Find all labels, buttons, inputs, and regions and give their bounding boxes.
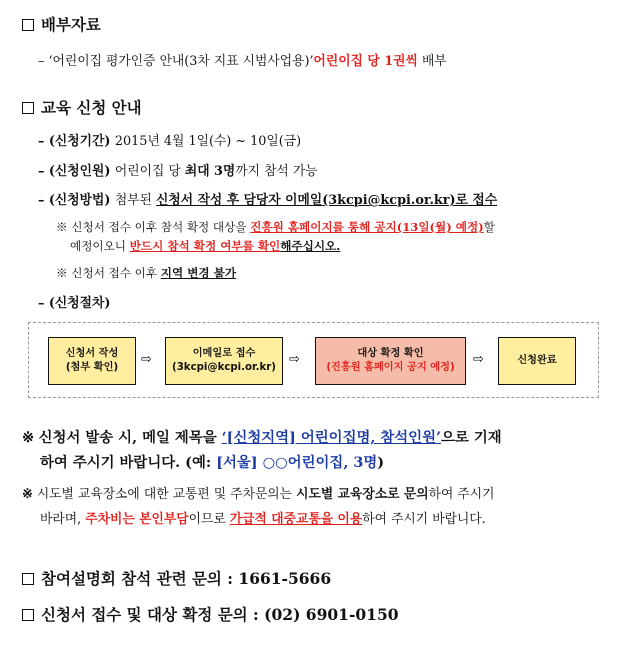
contact-briefing: 참여설명회 참석 관련 문의 : 1661-5666: [22, 567, 331, 589]
notice-mail-subject-cont: 하여 주시기 바랍니다. (예: [서울] ○○어린이집, 3명): [40, 454, 385, 471]
apply-procedure: – (신청절차): [38, 296, 111, 311]
right-arrow-icon: ⇨: [473, 352, 484, 367]
apply-method: – (신청방법) 첨부된 신청서 작성 후 담당자 이메일(3kcpi@kcpi.or.kr)로 접수: [38, 193, 498, 208]
section-heading-distribution: 배부자료: [22, 13, 101, 35]
checkbox-square-icon: [22, 573, 34, 585]
checkbox-square-icon: [22, 609, 34, 621]
checkbox-square-icon: [22, 102, 34, 114]
right-arrow-icon: ⇨: [141, 352, 152, 367]
apply-people: – (신청인원) 어린이집 당 최대 3명까지 참석 가능: [38, 164, 318, 179]
notice-parking-cont: 바라며, 주차비는 본인부담이므로 가급적 대중교통을 이용하여 주시기 바랍니다.: [40, 512, 486, 527]
note-announcement-cont: 예정이오니 반드시 참석 확정 여부를 확인해주십시오.: [70, 239, 341, 253]
flow-step-write: 신청서 작성 (첨부 확인): [48, 337, 136, 385]
section-heading-education: 교육 신청 안내: [22, 96, 142, 118]
checkbox-square-icon: [22, 19, 34, 31]
apply-period: – (신청기간) 2015년 4월 1일(수) ~ 10일(금): [38, 134, 302, 149]
flow-step-complete: 신청완료: [498, 337, 576, 385]
flow-step-confirm: 대상 확정 확인 (진흥원 홈페이지 공지 예정): [315, 337, 466, 385]
contact-application: 신청서 접수 및 대상 확정 문의 : (02) 6901-0150: [22, 603, 399, 625]
notice-parking: ※ 시도별 교육장소에 대한 교통편 및 주차문의는 시도별 교육장소로 문의하여 주시기: [22, 487, 495, 502]
notice-mail-subject: ※ 신청서 발송 시, 메일 제목을 ‘[신청지역] 어린이집명, 참석인원’으로 기재: [22, 429, 502, 446]
flow-step-email: 이메일로 접수 (3kcpi@kcpi.or.kr): [165, 337, 283, 385]
distribution-line: – ‘어린이집 평가인증 안내(3차 지표 시범사업용)’어린이집 당 1권씩 배부: [38, 54, 447, 69]
right-arrow-icon: ⇨: [289, 352, 300, 367]
note-region: ※ 신청서 접수 이후 지역 변경 불가: [56, 266, 237, 280]
note-announcement: ※ 신청서 접수 이후 참석 확정 대상을 진흥원 홈페이지를 통해 공지(13일(월) 예정)할: [56, 220, 495, 234]
